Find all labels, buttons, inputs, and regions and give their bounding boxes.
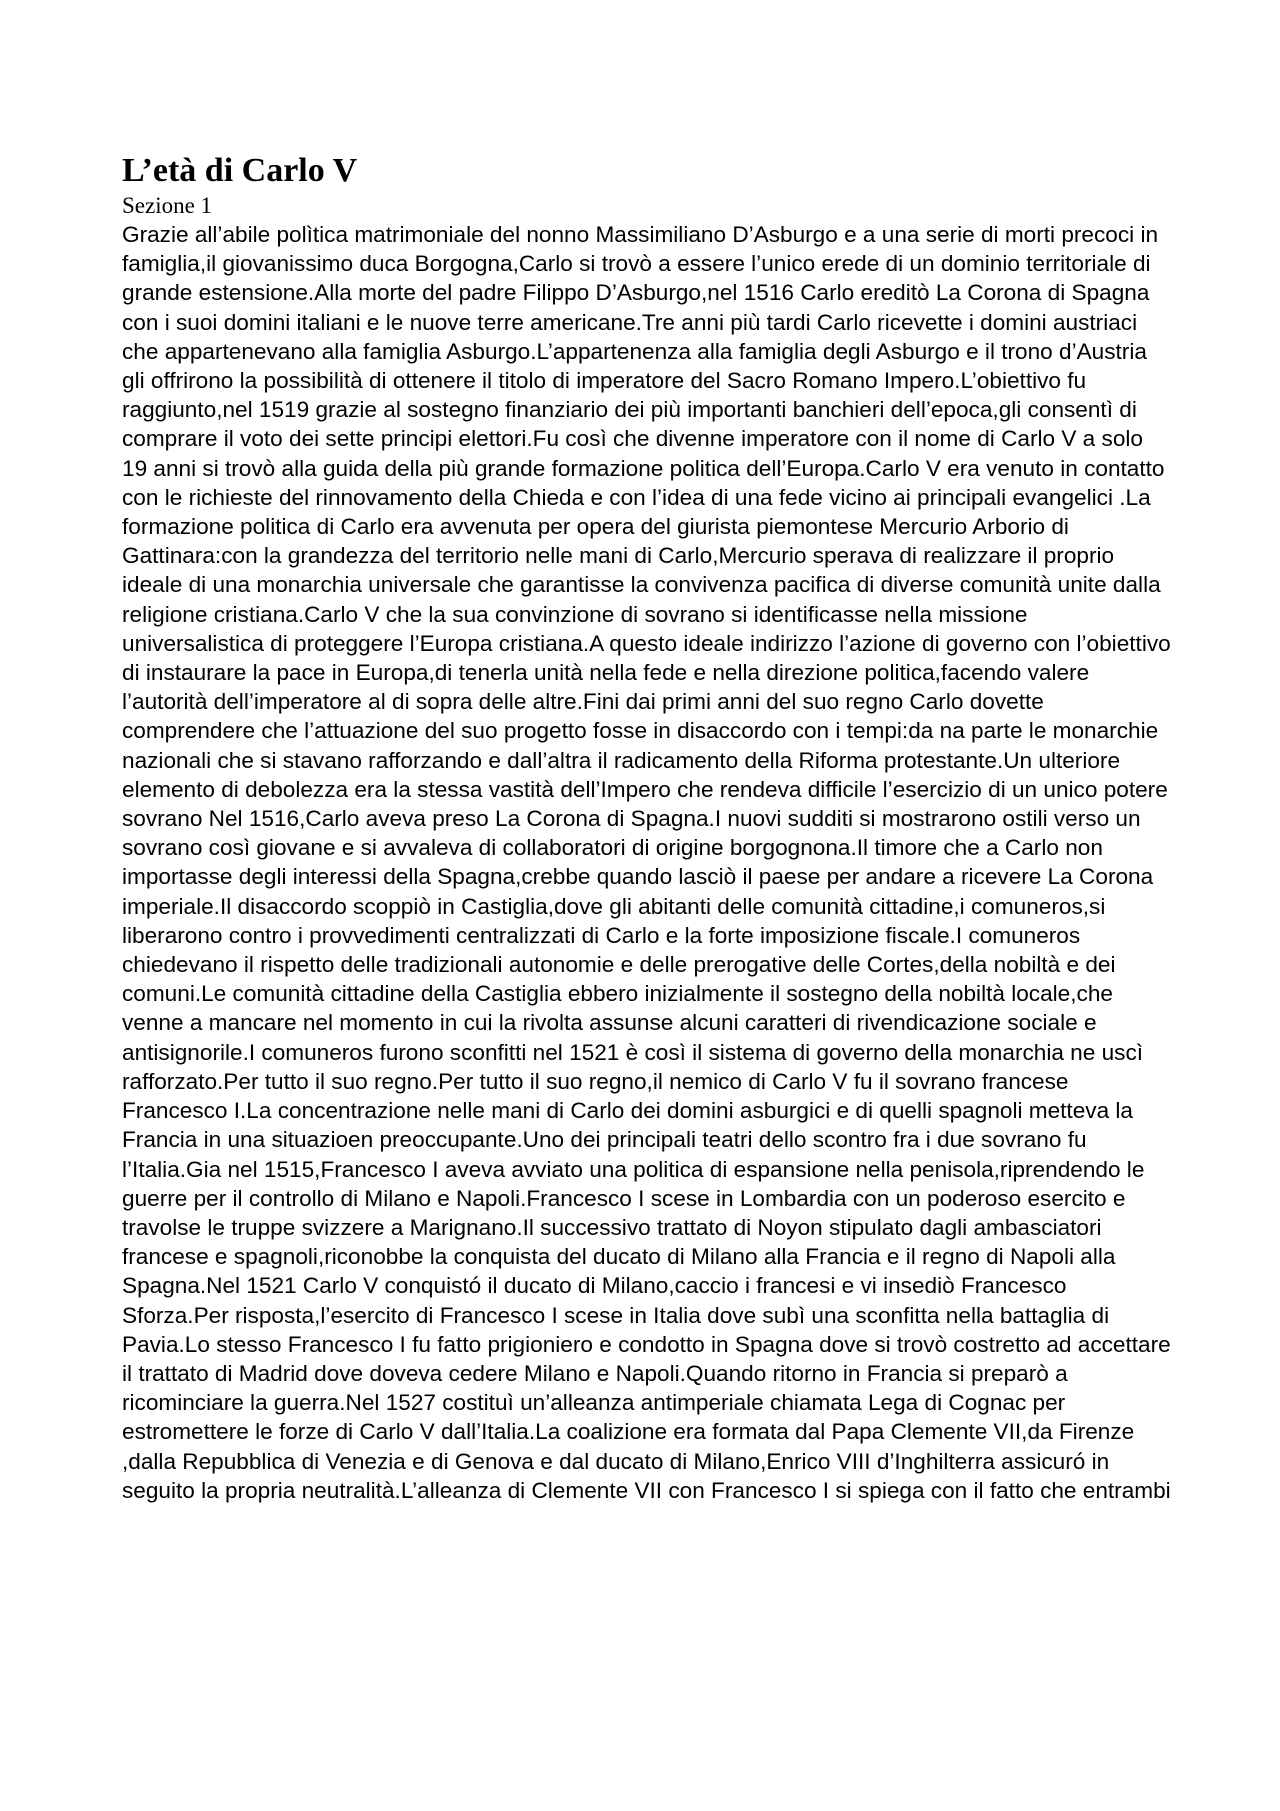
body-text: Grazie all’abile polìtica matrimoniale del nonno Massimiliano D’Asburgo e a una serie di morti precoci in famiglia,il giovanissimo duca Borgogna,Carlo si trovò a essere l’unico erede di un dominio territoriale di grande estensione.Alla morte del padre Filippo D’Asburgo,nel 1516 Carlo ereditò La Corona di Spagna con i suoi domini italiani e le nuove terre americane.Tre anni più tardi Carlo ricevette i domini austriaci che appartenevano alla famiglia Asburgo.L’appartenenza alla famiglia degli Asburgo e il trono d’Austria gli offrirono la possibilità di ottenere il titolo di imperatore del Sacro Romano Impero.L’obiettivo fu raggiunto,nel 1519 grazie al sostegno finanziario dei più importanti banchieri dell’epoca,gli consentì di comprare il voto dei sette principi elettori.Fu così che divenne imperatore con il nome di Carlo V a solo 19 anni si trovò alla guida della più grande formazione politica dell’Europa.Carlo V era venuto in contatto con le richieste del rinnovamento della Chieda e con l’idea di una fede vicino ai principali evangelici .La formazione politica di Carlo era avvenuta per opera del giurista piemontese Mercurio Arborio di Gattinara:con la grandezza del territorio nelle mani di Carlo,Mercurio sperava di realizzare il proprio ideale di una monarchia universale che garantisse la convivenza pacifica di diverse comunità unite dalla religione cristiana.Carlo V che la sua convinzione di sovrano si identificasse nella missione universalistica di proteggere l’Europa cristiana.A questo ideale indirizzo l’azione di governo con l’obiettivo di instaurare la pace in Europa,di tenerla unità nella fede e nella direzione politica,facendo valere l’autorità dell’imperatore al di sopra delle altre.Fini dai primi anni del suo regno Carlo dovette comprendere che l’attuazione del suo progetto fosse in disaccordo con i tempi:da na parte le monarchie nazionali che si stavano rafforzando e dall’altra il radicamento della Riforma protestante.Un ulteriore elemento di debolezza era la stessa vastità dell’Impero che rendeva difficile l’esercizio di un unico potere sovrano Nel 1516,Carlo aveva preso La Corona di Spagna.I nuovi sudditi si mostrarono ostili verso un sovrano così giovane e si avvaleva di collaboratori di origine borgognona.Il timore che a Carlo non importasse degli interessi della Spagna,crebbe quando lasciò il paese per andare a ricevere La Corona imperiale.Il disaccordo scoppiò in Castiglia,dove gli abitanti delle comunità cittadine,i comuneros,si liberarono contro i provvedimenti centralizzati di Carlo e la forte imposizione fiscale.I comuneros chiedevano il rispetto delle tradizionali autonomie e delle prerogative delle Cortes,della nobiltà e dei comuni.Le comunità cittadine della Castiglia ebbero inizialmente il sostegno della nobiltà locale,che venne a mancare nel momento in cui la rivolta assunse alcuni caratteri di rivendicazione sociale e antisignorile.I comuneros furono sconfitti nel 1521 è così il sistema di governo della monarchia ne uscì rafforzato.Per tutto il suo regno.Per tutto il suo regno,il nemico di Carlo V fu il sovrano francese Francesco I.La concentrazione nelle mani di Carlo dei domini asburgici e di quelli spagnoli metteva la Francia in una situazioen preoccupante.Uno dei principali teatri dello scontro fra i due sovrano fu l’Italia.Gia nel 1515,Francesco I aveva avviato una politica di espansione nella penisola,riprendendo le guerre per il controllo di Milano e Napoli.Francesco I scese in Lombardia con un poderoso esercito e travolse le truppe svizzere a Marignano.Il successivo trattato di Noyon stipulato dagli ambasciatori francese e spagnoli,riconobbe la conquista del ducato di Milano alla Francia e il regno di Napoli alla Spagna.Nel 1521 Carlo V conquistó il ducato di Milano,caccio i francesi e vi insediò Francesco Sforza.Per risposta,l’esercito di Francesco I scese in Italia dove subì una sconfitta nella battaglia di Pavia.Lo stesso Francesco I fu fatto prigioniero e condotto in Spagna dove si trovò costretto ad accettare il trattato di Madrid dove doveva cedere Milano e Napoli.Quando ritorno in Francia si preparò a ricominciare la guerra.Nel 1527 costituì un’alleanza antimperiale chiamata Lega di Cognac per estromettere le forze di Carlo V dall’Italia.La coalizione era formata dal Papa Clemente VII,da Firenze ,dalla Repubblica di Venezia e di Genova e dal ducato di Milano,Enrico VIII d’Inghilterra assicuró in seguito la propria neutralità.L’alleanza di Clemente VII con Francesco I si spiega con il fatto che entrambi: [122, 222, 1171, 1503]
document-page: [122, 150, 1172, 1505]
document-title: L’età di Carlo V: [122, 152, 358, 189]
section-heading: Sezione 1: [122, 193, 213, 218]
